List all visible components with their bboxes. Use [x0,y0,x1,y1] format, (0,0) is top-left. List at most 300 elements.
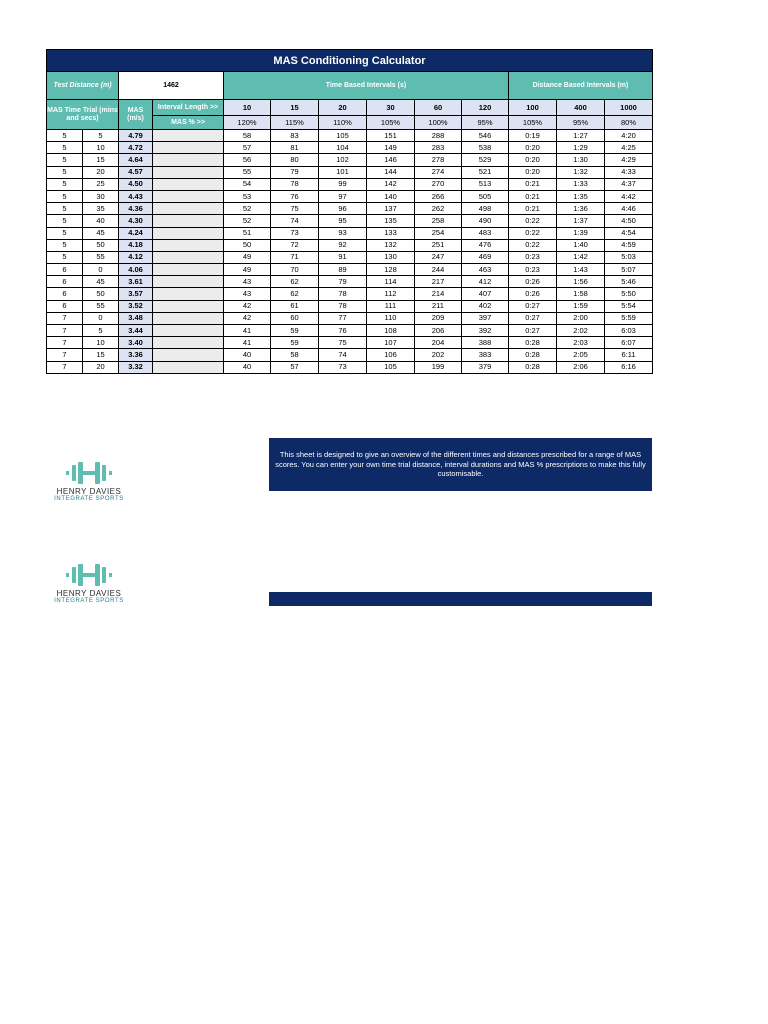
trial-minutes-cell[interactable]: 6 [47,276,83,288]
logo-tagline: INTEGRATE SPORTS [54,496,124,502]
time-interval-distance-cell: 59 [271,325,319,337]
time-interval-distance-cell: 283 [415,142,462,154]
table-row [47,349,653,361]
distance-interval-time-cell: 1:42 [557,251,605,263]
time-interval-distance-cell: 76 [271,190,319,202]
time-interval-distance-cell: 43 [224,276,271,288]
time-interval-distance-cell: 61 [271,300,319,312]
blank-cell [153,349,224,361]
blank-cell [153,142,224,154]
trial-seconds-cell[interactable]: 30 [83,190,119,202]
mas-value-cell: 3.57 [119,288,153,300]
distance-interval-time-cell: 1:33 [557,178,605,190]
table-row [47,166,653,178]
table-row [47,288,653,300]
time-interval-distance-cell: 97 [319,190,367,202]
table-row [47,361,653,373]
blank-cell [153,251,224,263]
distance-interval-time-cell: 6:07 [605,337,653,349]
distance-interval-time-cell: 4:59 [605,239,653,251]
distance-interval-cell[interactable]: 100 [509,100,557,116]
time-interval-distance-cell: 379 [462,361,509,373]
distance-interval-time-cell: 1:39 [557,227,605,239]
time-interval-distance-cell: 59 [271,337,319,349]
time-interval-distance-cell: 54 [224,178,271,190]
blank-cell [153,215,224,227]
time-interval-distance-cell: 55 [224,166,271,178]
distance-interval-time-cell: 0:28 [509,361,557,373]
time-interval-distance-cell: 262 [415,203,462,215]
time-interval-distance-cell: 108 [367,325,415,337]
distance-interval-time-cell: 1:27 [557,130,605,142]
blank-cell [153,203,224,215]
distance-interval-time-cell: 0:27 [509,312,557,324]
distance-interval-time-cell: 0:23 [509,264,557,276]
trial-seconds-cell[interactable]: 10 [83,337,119,349]
time-interval-distance-cell: 83 [271,130,319,142]
table-row [47,312,653,324]
blank-cell [153,276,224,288]
time-interval-distance-cell: 135 [367,215,415,227]
trial-seconds-cell[interactable]: 50 [83,239,119,251]
time-interval-distance-cell: 214 [415,288,462,300]
time-interval-distance-cell: 49 [224,251,271,263]
time-interval-distance-cell: 383 [462,349,509,361]
mas-value-cell: 4.06 [119,264,153,276]
mas-value-cell: 4.30 [119,215,153,227]
distance-interval-time-cell: 4:46 [605,203,653,215]
time-interval-distance-cell: 463 [462,264,509,276]
trial-seconds-cell[interactable]: 0 [83,312,119,324]
time-interval-distance-cell: 75 [271,203,319,215]
time-interval-distance-cell: 104 [319,142,367,154]
time-interval-distance-cell: 50 [224,239,271,251]
mas-value-cell: 4.12 [119,251,153,263]
mas-value-cell: 4.18 [119,239,153,251]
time-interval-distance-cell: 251 [415,239,462,251]
logo [49,563,129,604]
time-interval-distance-cell: 490 [462,215,509,227]
time-interval-distance-cell: 58 [224,130,271,142]
blank-cell [153,312,224,324]
info-text: This sheet is designed to give an overview of the different times and distances prescribed for a range of MAS scores. You can enter your own time trial distance, interval durations and MAS % prescriptions to make this fully customisable. [275,450,646,479]
trial-seconds-cell[interactable]: 55 [83,300,119,312]
time-interval-distance-cell: 40 [224,349,271,361]
time-interval-distance-cell: 199 [415,361,462,373]
interval-length-cell[interactable]: 10 [224,100,271,116]
trial-minutes-cell[interactable]: 5 [47,190,83,202]
distance-interval-time-cell: 5:59 [605,312,653,324]
trial-minutes-cell[interactable]: 5 [47,227,83,239]
distance-interval-time-cell: 0:26 [509,276,557,288]
time-interval-distance-cell: 58 [271,349,319,361]
time-interval-distance-cell: 142 [367,178,415,190]
mas-time-trial-label: MAS Time Trial (mins and secs) [47,100,119,130]
time-interval-distance-cell: 102 [319,154,367,166]
time-interval-distance-cell: 128 [367,264,415,276]
blank-cell [153,361,224,373]
time-interval-distance-cell: 81 [271,142,319,154]
distance-interval-time-cell: 1:56 [557,276,605,288]
distance-interval-time-cell: 2:03 [557,337,605,349]
time-interval-distance-cell: 388 [462,337,509,349]
distance-intervals-header: Distance Based Intervals (m) [509,72,653,100]
mas-table [46,49,653,374]
trial-seconds-cell[interactable]: 45 [83,276,119,288]
logo-name: HENRY DAVIES [56,589,122,598]
mas-value-cell: 3.48 [119,312,153,324]
logo [49,461,129,502]
trial-minutes-cell[interactable]: 7 [47,325,83,337]
time-interval-distance-cell: 79 [319,276,367,288]
trial-seconds-cell[interactable]: 5 [83,130,119,142]
trial-seconds-cell[interactable]: 5 [83,325,119,337]
trial-seconds-cell[interactable]: 50 [83,288,119,300]
blank-cell [153,300,224,312]
time-interval-distance-cell: 96 [319,203,367,215]
time-interval-distance-cell: 52 [224,203,271,215]
time-interval-distance-cell: 278 [415,154,462,166]
distance-interval-time-cell: 6:03 [605,325,653,337]
mas-value-cell: 4.72 [119,142,153,154]
trial-seconds-cell[interactable]: 15 [83,154,119,166]
time-interval-distance-cell: 42 [224,300,271,312]
trial-seconds-cell[interactable]: 40 [83,215,119,227]
time-interval-distance-cell: 52 [224,215,271,227]
distance-interval-time-cell: 6:11 [605,349,653,361]
time-interval-distance-cell: 73 [319,361,367,373]
table-row [47,178,653,190]
distance-interval-time-cell: 6:16 [605,361,653,373]
trial-minutes-cell[interactable]: 7 [47,349,83,361]
blank-cell [153,154,224,166]
table-row [47,239,653,251]
blank-cell [153,130,224,142]
distance-interval-time-cell: 1:59 [557,300,605,312]
distance-interval-time-cell: 4:20 [605,130,653,142]
distance-interval-time-cell: 5:03 [605,251,653,263]
mas-calculator-sheet [46,49,652,374]
time-interval-distance-cell: 146 [367,154,415,166]
table-row [47,215,653,227]
table-row [47,337,653,349]
mas-value-cell: 4.24 [119,227,153,239]
time-interval-distance-cell: 71 [271,251,319,263]
table-row [47,154,653,166]
mas-value-cell: 3.61 [119,276,153,288]
distance-interval-time-cell: 1:58 [557,288,605,300]
distance-interval-time-cell: 5:50 [605,288,653,300]
trial-minutes-cell[interactable]: 5 [47,203,83,215]
time-interval-distance-cell: 258 [415,215,462,227]
mas-value-cell: 3.44 [119,325,153,337]
mas-value-cell: 4.36 [119,203,153,215]
time-interval-distance-cell: 247 [415,251,462,263]
blank-cell [153,166,224,178]
interval-length-cell[interactable]: 60 [415,100,462,116]
table-row [47,276,653,288]
time-interval-distance-cell: 144 [367,166,415,178]
time-interval-distance-cell: 91 [319,251,367,263]
test-distance-input[interactable]: 1462 [119,72,224,100]
mas-label: MAS (m/s) [119,100,153,130]
trial-seconds-cell[interactable]: 10 [83,142,119,154]
distance-interval-time-cell: 0:23 [509,251,557,263]
mas-percent-cell[interactable]: 105% [367,116,415,130]
time-interval-distance-cell: 49 [224,264,271,276]
distance-interval-cell[interactable]: 400 [557,100,605,116]
time-interval-distance-cell: 521 [462,166,509,178]
distance-interval-time-cell: 0:19 [509,130,557,142]
trial-seconds-cell[interactable]: 15 [83,349,119,361]
time-interval-distance-cell: 130 [367,251,415,263]
time-interval-distance-cell: 114 [367,276,415,288]
time-interval-distance-cell: 101 [319,166,367,178]
time-interval-distance-cell: 76 [319,325,367,337]
time-interval-distance-cell: 254 [415,227,462,239]
table-row [47,300,653,312]
table-row [47,130,653,142]
time-interval-distance-cell: 78 [319,288,367,300]
mas-value-cell: 4.57 [119,166,153,178]
time-interval-distance-cell: 469 [462,251,509,263]
trial-seconds-cell[interactable]: 55 [83,251,119,263]
blank-cell [153,178,224,190]
time-interval-distance-cell: 505 [462,190,509,202]
dumbbell-h-icon [66,563,112,587]
time-interval-distance-cell: 137 [367,203,415,215]
time-interval-distance-cell: 110 [367,312,415,324]
table-row [47,142,653,154]
trial-seconds-cell[interactable]: 20 [83,166,119,178]
interval-length-cell[interactable]: 120 [462,100,509,116]
table-row [47,325,653,337]
mas-percent-cell[interactable]: 105% [509,116,557,130]
distance-interval-time-cell: 0:22 [509,239,557,251]
time-interval-distance-cell: 95 [319,215,367,227]
time-interval-distance-cell: 244 [415,264,462,276]
trial-minutes-cell[interactable]: 7 [47,337,83,349]
blank-cell [153,337,224,349]
time-interval-distance-cell: 89 [319,264,367,276]
trial-minutes-cell[interactable]: 6 [47,288,83,300]
distance-interval-time-cell: 4:33 [605,166,653,178]
trial-minutes-cell[interactable]: 5 [47,239,83,251]
time-interval-distance-cell: 538 [462,142,509,154]
time-interval-distance-cell: 40 [224,361,271,373]
time-interval-distance-cell: 53 [224,190,271,202]
mas-percent-label: MAS % >> [153,116,224,130]
time-interval-distance-cell: 107 [367,337,415,349]
distance-interval-time-cell: 0:22 [509,227,557,239]
mas-value-cell: 4.50 [119,178,153,190]
table-row [47,227,653,239]
table-row [47,251,653,263]
footer-bar [269,592,652,606]
time-interval-distance-cell: 204 [415,337,462,349]
time-interval-distance-cell: 206 [415,325,462,337]
trial-seconds-cell[interactable]: 45 [83,227,119,239]
trial-minutes-cell[interactable]: 7 [47,361,83,373]
time-interval-distance-cell: 51 [224,227,271,239]
time-interval-distance-cell: 140 [367,190,415,202]
time-interval-distance-cell: 274 [415,166,462,178]
distance-interval-time-cell: 4:54 [605,227,653,239]
time-interval-distance-cell: 132 [367,239,415,251]
time-interval-distance-cell: 80 [271,154,319,166]
distance-interval-time-cell: 0:27 [509,300,557,312]
trial-minutes-cell[interactable]: 5 [47,251,83,263]
mas-value-cell: 3.40 [119,337,153,349]
trial-minutes-cell[interactable]: 7 [47,312,83,324]
distance-interval-time-cell: 0:28 [509,349,557,361]
time-interval-distance-cell: 397 [462,312,509,324]
trial-minutes-cell[interactable]: 6 [47,300,83,312]
blank-cell [153,264,224,276]
logo-tagline: INTEGRATE SPORTS [54,598,124,604]
time-interval-distance-cell: 402 [462,300,509,312]
time-interval-distance-cell: 151 [367,130,415,142]
trial-seconds-cell[interactable]: 20 [83,361,119,373]
time-interval-distance-cell: 41 [224,325,271,337]
time-interval-distance-cell: 412 [462,276,509,288]
time-interval-distance-cell: 476 [462,239,509,251]
time-interval-distance-cell: 149 [367,142,415,154]
time-interval-distance-cell: 111 [367,300,415,312]
distance-interval-time-cell: 1:37 [557,215,605,227]
trial-minutes-cell[interactable]: 5 [47,178,83,190]
distance-interval-time-cell: 1:35 [557,190,605,202]
interval-length-cell[interactable]: 30 [367,100,415,116]
distance-interval-time-cell: 4:37 [605,178,653,190]
dumbbell-h-icon [66,461,112,485]
time-interval-distance-cell: 288 [415,130,462,142]
trial-minutes-cell[interactable]: 5 [47,215,83,227]
time-interval-distance-cell: 211 [415,300,462,312]
trial-minutes-cell[interactable]: 5 [47,142,83,154]
mas-percent-cell[interactable]: 95% [557,116,605,130]
mas-value-cell: 4.64 [119,154,153,166]
distance-interval-time-cell: 5:07 [605,264,653,276]
time-interval-distance-cell: 483 [462,227,509,239]
interval-length-cell[interactable]: 20 [319,100,367,116]
time-interval-distance-cell: 79 [271,166,319,178]
time-interval-distance-cell: 57 [271,361,319,373]
distance-interval-time-cell: 0:21 [509,178,557,190]
distance-interval-cell[interactable]: 1000 [605,100,653,116]
time-interval-distance-cell: 217 [415,276,462,288]
time-interval-distance-cell: 77 [319,312,367,324]
mas-percent-cell[interactable]: 110% [319,116,367,130]
time-interval-distance-cell: 99 [319,178,367,190]
interval-length-label: Interval Length >> [153,100,224,116]
trial-minutes-cell[interactable]: 5 [47,130,83,142]
time-interval-distance-cell: 57 [224,142,271,154]
distance-interval-time-cell: 2:05 [557,349,605,361]
distance-interval-time-cell: 5:54 [605,300,653,312]
blank-cell [153,190,224,202]
distance-interval-time-cell: 0:20 [509,166,557,178]
time-interval-distance-cell: 43 [224,288,271,300]
distance-interval-time-cell: 1:30 [557,154,605,166]
test-distance-label: Test Distance (m) [47,72,119,100]
time-interval-distance-cell: 74 [271,215,319,227]
time-interval-distance-cell: 270 [415,178,462,190]
distance-interval-time-cell: 1:36 [557,203,605,215]
trial-seconds-cell[interactable]: 35 [83,203,119,215]
time-interval-distance-cell: 513 [462,178,509,190]
time-interval-distance-cell: 72 [271,239,319,251]
distance-interval-time-cell: 0:26 [509,288,557,300]
distance-interval-time-cell: 0:27 [509,325,557,337]
time-interval-distance-cell: 112 [367,288,415,300]
distance-interval-time-cell: 4:29 [605,154,653,166]
time-interval-distance-cell: 529 [462,154,509,166]
table-row [47,203,653,215]
mas-percent-cell[interactable]: 115% [271,116,319,130]
trial-seconds-cell[interactable]: 0 [83,264,119,276]
time-interval-distance-cell: 74 [319,349,367,361]
distance-interval-time-cell: 0:22 [509,215,557,227]
distance-interval-time-cell: 1:29 [557,142,605,154]
mas-percent-cell[interactable]: 100% [415,116,462,130]
time-interval-distance-cell: 202 [415,349,462,361]
time-interval-distance-cell: 75 [319,337,367,349]
time-interval-distance-cell: 106 [367,349,415,361]
distance-interval-time-cell: 0:21 [509,190,557,202]
trial-seconds-cell[interactable]: 25 [83,178,119,190]
interval-length-cell[interactable]: 15 [271,100,319,116]
trial-minutes-cell[interactable]: 5 [47,154,83,166]
table-row [47,264,653,276]
distance-interval-time-cell: 0:20 [509,154,557,166]
time-interval-distance-cell: 78 [271,178,319,190]
distance-interval-time-cell: 4:50 [605,215,653,227]
distance-interval-time-cell: 4:42 [605,190,653,202]
mas-value-cell: 3.32 [119,361,153,373]
mas-value-cell: 3.52 [119,300,153,312]
blank-cell [153,288,224,300]
time-interval-distance-cell: 62 [271,288,319,300]
time-interval-distance-cell: 498 [462,203,509,215]
blank-cell [153,325,224,337]
mas-percent-cell[interactable]: 95% [462,116,509,130]
distance-interval-time-cell: 1:43 [557,264,605,276]
distance-interval-time-cell: 0:20 [509,142,557,154]
time-interval-distance-cell: 73 [271,227,319,239]
distance-interval-time-cell: 2:06 [557,361,605,373]
time-interval-distance-cell: 62 [271,276,319,288]
blank-cell [153,227,224,239]
logo-name: HENRY DAVIES [56,487,122,496]
mas-percent-cell[interactable]: 120% [224,116,271,130]
time-interval-distance-cell: 392 [462,325,509,337]
trial-minutes-cell[interactable]: 5 [47,166,83,178]
time-interval-distance-cell: 56 [224,154,271,166]
distance-interval-time-cell: 4:25 [605,142,653,154]
blank-cell [153,239,224,251]
distance-interval-time-cell: 5:46 [605,276,653,288]
time-interval-distance-cell: 42 [224,312,271,324]
trial-minutes-cell[interactable]: 6 [47,264,83,276]
distance-interval-time-cell: 2:02 [557,325,605,337]
time-intervals-header: Time Based Intervals (s) [224,72,509,100]
mas-percent-cell[interactable]: 80% [605,116,653,130]
distance-interval-time-cell: 1:40 [557,239,605,251]
time-interval-distance-cell: 266 [415,190,462,202]
time-interval-distance-cell: 105 [367,361,415,373]
info-box [269,438,652,491]
